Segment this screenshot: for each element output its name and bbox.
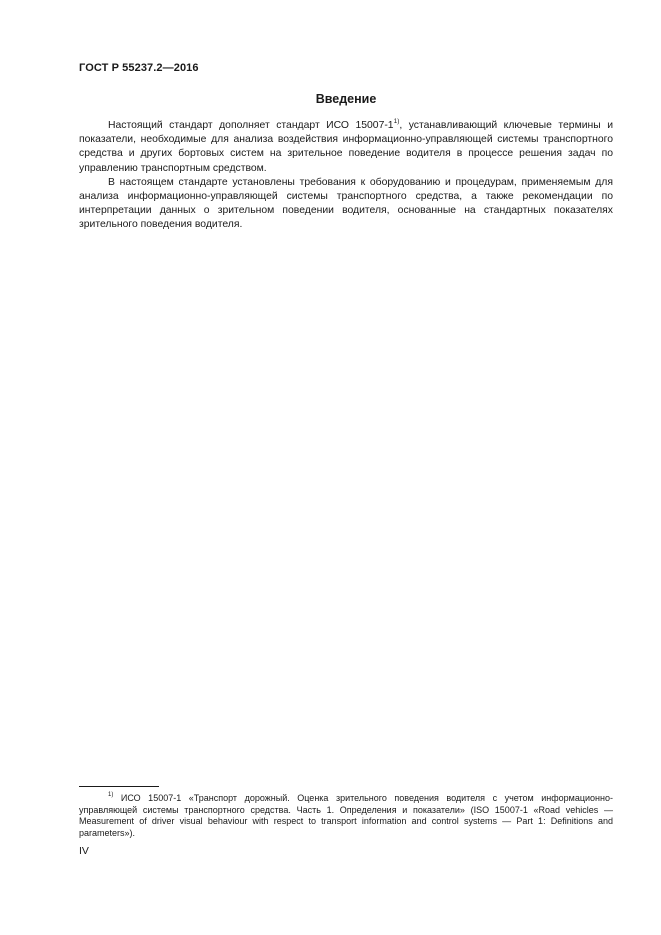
paragraph-text-continued: , устанавливающий ключевые термины и показатели, необходимые для анализа воздействия информационно-управляющей системы транспортного средства и других бортовых систем на зрительное поведение водителя в процессе решения задач по управлению транспортным средством.: [79, 120, 613, 174]
footnote-reference: 1): [393, 117, 400, 125]
section-title: Введение: [315, 92, 377, 106]
paragraph-text: Настоящий стандарт дополняет стандарт ИСО 15007-1: [108, 120, 394, 131]
footnote-text: ИСО 15007-1 «Транспорт дорожный. Оценка зрительного поведения водителя с учетом информационно-управляющей системы транспортного средства. Часть 1. Определения и показатели» (ISO 15007-1 «Road vehicles — Measurement of driver visual behaviour with respect to transport information and control systems — Part 1: Definitions and parameters»).: [79, 793, 613, 838]
footnote-paragraph: [79, 793, 613, 839]
page-number: IV: [79, 845, 89, 857]
footnote-marker: 1): [108, 792, 114, 798]
section-body: [79, 119, 613, 233]
footnote-separator: [79, 786, 159, 787]
paragraph: [79, 119, 613, 176]
paragraph: В настоящем стандарте установлены требования к оборудованию и процедурам, применяемым для анализа информационно-управляющей системы транспортного средства, а также рекомендации по интерпретации данных о зрительном поведении водителя, основанные на стандартных показателях зрительного поведения водителя.: [79, 176, 613, 231]
footnote: [79, 793, 613, 839]
document-header: ГОСТ Р 55237.2—2016: [79, 62, 199, 74]
